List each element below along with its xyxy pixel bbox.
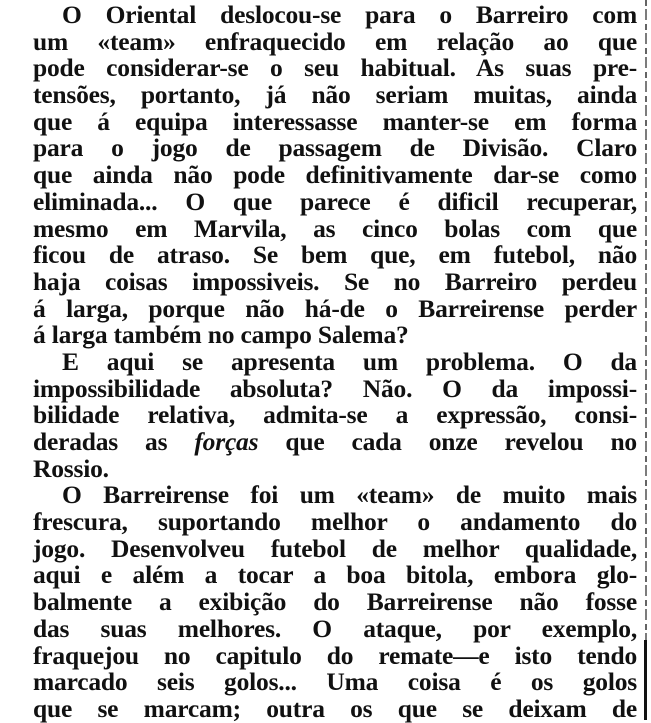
text-line: aqui e além a tocar a boa bitola, embora glo- <box>33 560 637 590</box>
text-line: frescura, suportando melhor o andamento do <box>33 507 637 537</box>
text-fragment: deradas as <box>33 427 195 456</box>
text-line: O Barreirense foi um «team» de muito mais <box>62 480 637 510</box>
text-fragment: que cada onze revelou no <box>258 427 637 456</box>
text-line: jogo. Desenvolveu futebol de melhor qualidade, <box>33 533 637 563</box>
text-line: impossibilidade absoluta? Não. O da impossi- <box>33 373 637 403</box>
text-line: ficou de atraso. Se bem que, em futebol, não <box>33 240 637 270</box>
text-line: um «team» enfraquecido em relação ao que <box>33 26 637 56</box>
text-line: que ainda não pode definitivamente dar-se como <box>33 160 637 190</box>
column-rule-solid <box>644 640 647 720</box>
text-line: fraquejou no capitulo do remate—e isto tendo <box>33 640 637 670</box>
text-line: O Oriental deslocou-se para o Barreiro com <box>62 0 637 29</box>
italic-word: forças <box>194 427 259 456</box>
text-line <box>33 429 637 456</box>
text-line: á larga, porque não há-de o Barreirense perder <box>33 293 637 323</box>
text-line: á larga também no campo Salema? <box>33 320 409 350</box>
paragraph-1 <box>33 2 637 349</box>
text-line: tensões, portanto, já não seriam muitas, ainda <box>33 80 637 110</box>
text-line: marcado seis golos... Uma coisa é os golos <box>33 667 637 697</box>
text-line: das suas melhores. O ataque, por exemplo, <box>33 613 637 643</box>
text-line: E aqui se apresenta um problema. O da <box>62 346 637 376</box>
text-line: mesmo em Marvila, as cinco bolas com que <box>33 213 637 243</box>
text-line: que á equipa interessasse manter-se em forma <box>33 106 637 136</box>
text-line: bilidade relativa, admita-se a expressão, consi- <box>33 400 637 430</box>
column-rule <box>645 0 647 720</box>
text-line: que se marcam; outra os que se deixam de <box>33 693 637 723</box>
paragraph-3 <box>33 482 637 722</box>
text-line: pode considerar-se o seu habitual. As suas pre- <box>33 53 637 83</box>
text-line: balmente a exibição do Barreirense não fosse <box>33 587 637 617</box>
text-line: eliminada... O que parece é dificil recuperar, <box>33 186 637 216</box>
text-line: Rossio. <box>33 453 109 483</box>
article-text-column <box>33 2 637 723</box>
text-line: haja coisas impossiveis. Se no Barreiro perdeu <box>33 266 637 296</box>
text-line: para o jogo de passagem de Divisão. Claro <box>33 133 637 163</box>
paragraph-2 <box>33 346 637 483</box>
